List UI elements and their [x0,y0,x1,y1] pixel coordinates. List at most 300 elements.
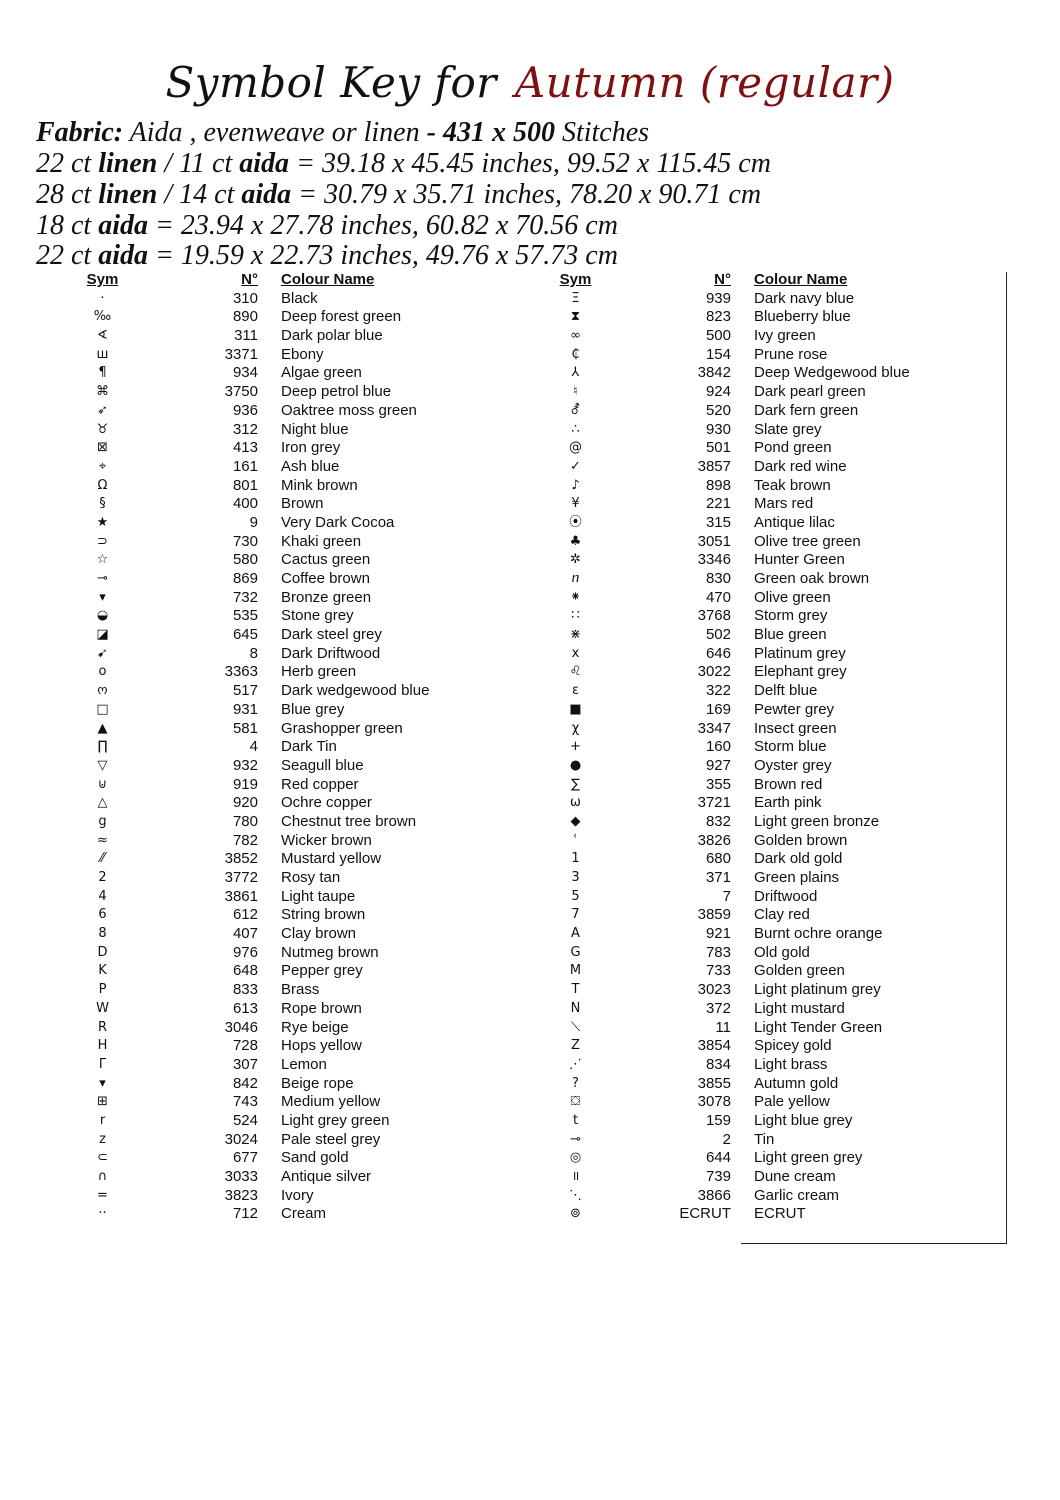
symbol-cell: = [97,1187,108,1203]
colour-name-cell: Light platinum grey [754,981,881,999]
number-cell: 311 [234,327,258,345]
colour-name-cell: Burnt ochre orange [754,925,883,943]
colour-name-cell: Light blue grey [754,1111,853,1129]
number-cell: 161 [232,457,258,475]
colour-name-cell: Ivory [281,1186,314,1204]
symbol-cell: § [99,496,106,512]
colour-name-cell: Dark red wine [754,457,847,475]
stitch-count: - 431 x 500 [426,117,555,148]
symbol-cell: ∩ [97,1169,108,1184]
symbol-cell: 1 [571,851,580,867]
symbol-cell: + [570,739,581,755]
symbol-cell: ♮ [573,384,578,400]
size-line-18-aida [36,210,618,241]
number-cell: 3346 [697,551,731,569]
number-cell: 3859 [697,906,731,924]
symbol-cell: ? [572,1075,579,1091]
colour-name-cell: Clay brown [281,925,357,943]
symbol-cell: ⊃ [97,533,108,549]
colour-name-cell: Dark Tin [281,738,337,756]
number-cell: 920 [232,794,258,812]
number-cell: 645 [232,626,258,644]
symbol-cell: M [569,963,582,979]
symbol-cell: ✲ [570,552,581,568]
symbol-cell: □ [96,701,109,717]
number-cell: 646 [705,644,731,662]
size-line-28-linen [36,179,761,210]
fabric-b: aida [241,179,292,210]
number-cell: 3772 [224,869,258,886]
number-cell: 2 [722,1130,731,1148]
header-number: N° [241,271,258,288]
colour-name-cell: Light Tender Green [754,1018,883,1036]
number-cell: 3854 [697,1037,731,1055]
number-cell: 823 [705,308,731,326]
colour-name-cell: Ebony [281,345,324,363]
colour-name-cell: Dune cream [754,1168,836,1185]
number-cell: 3051 [697,532,731,550]
symbol-cell: ε [571,683,580,699]
page-title [0,58,1060,107]
colour-name-cell: Dark steel grey [281,626,382,644]
colour-name-cell: Olive tree green [754,532,861,550]
symbol-cell: Γ [98,1056,107,1072]
colour-name-cell: Deep forest green [281,308,402,326]
number-cell: 613 [232,999,258,1017]
symbol-cell: W [96,1000,109,1016]
colour-name-cell: Light brass [754,1055,828,1073]
colour-name-cell: Dark wedgewood blue [281,682,430,700]
colour-name-cell: Very Dark Cocoa [281,513,395,531]
colour-name-cell: Mars red [754,495,814,513]
fabric-b: aida [239,148,290,179]
colour-name-cell: Khaki green [281,532,362,550]
size-line-22-linen [36,148,771,179]
colour-name-cell: Deep Wedgewood blue [754,364,910,382]
number-cell: 3371 [224,345,258,363]
colour-name-cell: Light mustard [754,999,845,1017]
colour-name-cell: Nutmeg brown [281,943,379,961]
symbol-cell: ★ [96,514,109,530]
colour-name-cell: Blue grey [281,700,345,718]
colour-name-cell: Oyster grey [754,756,832,774]
symbol-cell: ▾ [99,1075,106,1091]
symbol-cell: ⧗ [570,309,581,325]
fabric-a: aida [98,210,148,241]
symbol-cell: ● [569,757,582,773]
header-sym: Sym [86,271,119,288]
colour-name-cell: Coffee brown [281,570,370,587]
colour-name-cell: Pale steel grey [281,1130,381,1148]
symbol-cell: ➹ [97,645,108,661]
number-cell: 3866 [697,1186,731,1204]
number-cell: 312 [232,420,258,438]
number-cell: 739 [705,1168,731,1185]
number-cell: 732 [232,588,258,606]
number-cell: 3842 [697,364,731,382]
number-cell: 4 [249,738,258,756]
symbol-cell: χ [571,720,580,736]
count-a: 18 ct [36,210,99,241]
symbol-cell: ш [96,346,109,362]
number-cell: 927 [705,756,731,774]
colour-name-cell: ECRUT [754,1205,806,1223]
number-cell: 3823 [224,1186,258,1204]
number-cell: 801 [232,476,258,494]
colour-name-cell: Teak brown [754,476,831,494]
colour-name-cell: String brown [281,906,366,924]
table-border-bottom [741,1243,1007,1244]
symbol-cell: ⊍ [97,776,108,792]
colour-name-cell: Cream [281,1205,327,1223]
number-cell: 3861 [224,887,258,905]
symbol-cell: ⛋ [570,1094,581,1110]
symbol-cell: g [98,813,107,829]
number-cell: 3046 [224,1018,258,1036]
number-cell: 3033 [224,1168,258,1185]
colour-name-cell: Cactus green [281,551,371,569]
colour-name-cell: Dark polar blue [281,327,383,345]
colour-name-cell: Blueberry blue [754,308,851,326]
number-cell: 936 [232,401,258,419]
symbol-cell: 2 [98,870,107,885]
number-cell: 407 [232,925,258,943]
colour-name-cell: Deep petrol blue [281,383,392,401]
count-a: 22 ct [36,148,99,179]
symbol-cell: T [571,982,580,998]
colour-name-cell: Hunter Green [754,551,845,569]
colour-name-cell: Pond green [754,439,832,457]
colour-name-cell: Mustard yellow [281,850,382,868]
colour-name-cell: Bronze green [281,588,372,606]
header-sym: Sym [559,271,592,288]
colour-name-cell: Dark navy blue [754,289,855,307]
symbol-cell: ■ [569,701,582,717]
symbol-cell: ☆ [96,552,109,568]
number-cell: 7 [722,887,731,905]
fabric-label: Fabric: [36,117,124,148]
number-cell: 976 [232,943,258,961]
number-cell: 502 [705,626,731,644]
colour-name-cell: Algae green [281,364,362,382]
colour-name-cell: Ash blue [281,457,340,475]
number-cell: 932 [232,756,258,774]
fabric-a: linen [98,179,158,210]
symbol-cell: ⊸ [570,1131,581,1147]
count-b: / 14 ct [157,179,242,210]
number-cell: 372 [705,999,731,1017]
number-cell: 919 [232,775,258,793]
colour-name-cell: Medium yellow [281,1093,381,1111]
fabric-line [36,117,649,148]
symbol-cell: D [97,944,108,960]
number-cell: 677 [232,1149,258,1167]
colour-name-cell: Clay red [754,906,810,924]
symbol-cell: ⊚ [570,1206,581,1222]
symbol-cell: ∴ [571,421,580,437]
number-cell: 842 [232,1074,258,1092]
colour-name-cell: Green plains [754,869,840,886]
dimensions: = 23.94 x 27.78 inches, 60.82 x 70.56 cm [148,210,618,241]
number-cell: 3347 [697,719,731,737]
colour-name-cell: Pepper grey [281,962,363,980]
number-cell: 315 [705,513,731,531]
colour-name-cell: Dark old gold [754,850,843,868]
symbol-cell: ⋱ [569,1187,582,1203]
symbol-cell: 7 [571,907,580,923]
number-cell: 644 [705,1149,731,1167]
symbol-cell: ∏ [97,739,108,755]
symbol-cell: ⁄⁄ [100,851,105,867]
symbol-cell: · [100,290,105,306]
colour-name-cell: Storm blue [754,738,827,756]
number-cell: 154 [705,345,731,363]
symbol-cell: Ξ [571,290,580,306]
number-cell: 3857 [697,457,731,475]
number-cell: 307 [232,1055,258,1073]
number-cell: 310 [232,289,258,307]
symbol-cell: ♌ [569,664,582,680]
symbol-cell: P [98,982,107,998]
symbol-cell: x [571,645,580,661]
title-prefix: Symbol Key for [165,58,497,107]
symbol-cell: ▲ [97,720,108,736]
number-cell: 898 [705,476,731,494]
colour-name-cell: Light green grey [754,1149,863,1167]
fabric-types: Aida , evenweave or linen [123,117,427,148]
symbol-cell: ∢ [97,328,108,344]
colour-name-cell: Brown [281,495,324,513]
colour-name-cell: Rosy tan [281,869,341,886]
colour-name-cell: Ochre copper [281,794,372,812]
number-cell: 728 [232,1037,258,1055]
number-cell: 470 [705,588,731,606]
number-cell: 3022 [697,663,731,681]
colour-name-cell: Golden brown [754,831,848,849]
number-cell: 612 [232,906,258,924]
symbol-cell: ॥ [571,1169,580,1184]
dimensions: = 39.18 x 45.45 inches, 99.52 x 115.45 cm [289,148,771,179]
colour-name-cell: Old gold [754,943,810,961]
symbol-cell: ➶ [97,402,108,418]
colour-name-cell: Night blue [281,420,349,438]
symbol-cell: 6 [98,907,107,923]
number-cell: 830 [705,570,731,587]
symbol-cell: ♣ [569,533,582,549]
symbol-cell: ◪ [96,627,109,643]
number-cell: 221 [705,495,731,513]
colour-name-cell: Ivy green [754,327,816,345]
symbol-cell: G [570,944,581,960]
symbol-cell: z [99,1131,106,1147]
number-cell: 743 [232,1093,258,1111]
symbol-cell: ⊸ [97,571,108,586]
size-line-22-aida [36,240,618,271]
colour-name-cell: Platinum grey [754,644,846,662]
symbol-cell: ω [570,795,581,811]
number-cell: 400 [232,495,258,513]
number-cell: 3024 [224,1130,258,1148]
symbol-cell: ¶ [98,365,107,381]
number-cell: 733 [705,962,731,980]
colour-name-cell: Black [281,289,318,307]
colour-name-cell: Autumn gold [754,1074,839,1092]
colour-name-cell: Dark pearl green [754,383,866,401]
symbol-cell: A [571,926,580,942]
symbol-cell: H [97,1038,108,1054]
symbol-cell: o [98,664,107,680]
symbol-cell: ⟍ [570,1019,581,1035]
number-cell: 3023 [697,981,731,999]
number-cell: 832 [705,812,731,830]
symbol-cell: R [97,1019,108,1035]
number-cell: 524 [232,1111,258,1129]
colour-name-cell: Antique lilac [754,513,835,531]
colour-name-cell: Dark Driftwood [281,644,381,662]
number-cell: 413 [232,439,258,457]
number-cell: 9 [249,513,258,531]
colour-name-cell: Herb green [281,663,357,681]
colour-name-cell: Light green bronze [754,812,880,830]
colour-name-cell: Seagull blue [281,756,364,774]
symbol-cell: ∞ [570,328,581,344]
symbol-cell: ⴖ [571,571,580,586]
colour-name-cell: Red copper [281,775,359,793]
symbol-cell: ⊞ [97,1094,108,1110]
colour-name-cell: Light grey green [281,1111,390,1129]
symbol-cell: K [98,963,107,979]
number-cell: 8 [249,644,258,662]
colour-name-cell: Spicey gold [754,1037,832,1055]
number-cell: 730 [232,532,258,550]
colour-name-cell: Light taupe [281,887,356,905]
symbol-cell: ⁕ [570,589,581,605]
fabric-a: linen [98,148,158,179]
symbol-cell: ♉ [96,421,109,437]
symbol-cell: ʿ [573,832,578,848]
number-cell: 371 [705,869,731,886]
symbol-cell: ◎ [569,1150,582,1166]
number-cell: ECRUT [679,1205,731,1223]
symbol-cell: ¥ [571,496,580,512]
number-cell: 11 [715,1018,731,1036]
number-cell: 581 [232,719,258,737]
colour-name-cell: Wicker brown [281,831,372,849]
colour-name-cell: Elephant grey [754,663,847,681]
symbol-cell: ∑ [571,776,580,792]
number-cell: 3750 [224,383,258,401]
fabric-a: aida [98,240,148,271]
number-cell: 921 [705,925,731,943]
colour-name-cell: Oaktree moss green [281,401,417,419]
number-cell: 680 [705,850,731,868]
symbol-cell: ₵ [571,346,580,362]
colour-name-cell: Pale yellow [754,1093,830,1111]
colour-name-cell: Chestnut tree brown [281,812,417,830]
symbol-cell: ◆ [570,813,581,829]
colour-name-cell: Brass [281,981,320,999]
dimensions: = 19.59 x 22.73 inches, 49.76 x 57.73 cm [148,240,618,271]
stitches-word: Stitches [554,117,650,148]
colour-name-cell: Tin [754,1130,775,1148]
symbol-cell: r [99,1112,106,1128]
symbol-cell: ⌘ [96,384,109,400]
symbol-cell: △ [97,795,108,811]
colour-name-cell: Iron grey [281,439,341,457]
symbol-cell: ⦿ [568,514,582,530]
colour-name-cell: Dark fern green [754,401,859,419]
number-cell: 648 [232,962,258,980]
symbol-cell: ‰ [93,309,112,325]
colour-name-cell: Slate grey [754,420,822,438]
number-cell: 520 [705,401,731,419]
colour-name-cell: Stone grey [281,607,354,625]
symbol-cell: ◒ [96,608,109,624]
symbol-cell: ⅄ [571,365,580,381]
number-cell: 3078 [697,1093,731,1111]
colour-name-cell: Blue green [754,626,827,644]
dimensions: = 30.79 x 35.71 inches, 78.20 x 90.71 cm [291,179,762,210]
symbol-cell: ♪ [571,477,580,493]
colour-name-cell: Lemon [281,1055,327,1073]
colour-name-cell: Rope brown [281,999,362,1017]
colour-name-cell: Mink brown [281,476,358,494]
colour-name-cell: Golden green [754,962,845,980]
number-cell: 535 [232,607,258,625]
header-colour-name: Colour Name [754,271,848,288]
colour-name-cell: Olive green [754,588,831,606]
colour-name-cell: Beige rope [281,1074,354,1092]
symbol-cell: ⌖ [98,458,107,474]
symbol-cell: @ [569,440,582,456]
colour-name-cell: Brown red [754,775,823,793]
header-number: N° [714,271,731,288]
number-cell: 782 [232,831,258,849]
number-cell: 780 [232,812,258,830]
title-pattern-name: Autumn (regular) [514,58,895,107]
symbol-cell: Ω [97,477,108,493]
colour-name-cell: Garlic cream [754,1186,840,1204]
number-cell: 500 [705,327,731,345]
colour-name-cell: Earth pink [754,794,822,812]
colour-name-cell: Rye beige [281,1018,349,1036]
count-a: 28 ct [36,179,99,210]
count-a: 22 ct [36,240,99,271]
colour-name-cell: Sand gold [281,1149,349,1167]
number-cell: 931 [232,700,258,718]
symbol-cell: ⚦ [570,402,581,418]
number-cell: 580 [232,551,258,569]
symbol-cell: 4 [98,888,107,904]
colour-name-cell: Green oak brown [754,570,870,587]
colour-name-cell: Driftwood [754,887,818,905]
symbol-cell: ∷ [571,608,580,624]
number-cell: 3855 [697,1074,731,1092]
symbol-cell: ·· [98,1206,107,1222]
colour-name-cell: Prune rose [754,345,828,363]
number-cell: 869 [232,570,258,587]
symbol-cell: 5 [571,888,580,904]
number-cell: 159 [705,1111,731,1129]
number-cell: 3852 [224,850,258,868]
colour-name-cell: Antique silver [281,1168,372,1185]
table-border-right [1006,272,1007,1244]
colour-name-cell: Storm grey [754,607,828,625]
symbol-cell: ⋇ [570,627,581,643]
symbol-cell: ო [97,683,108,699]
number-cell: 712 [232,1205,258,1223]
symbol-cell: ▾ [99,589,106,605]
